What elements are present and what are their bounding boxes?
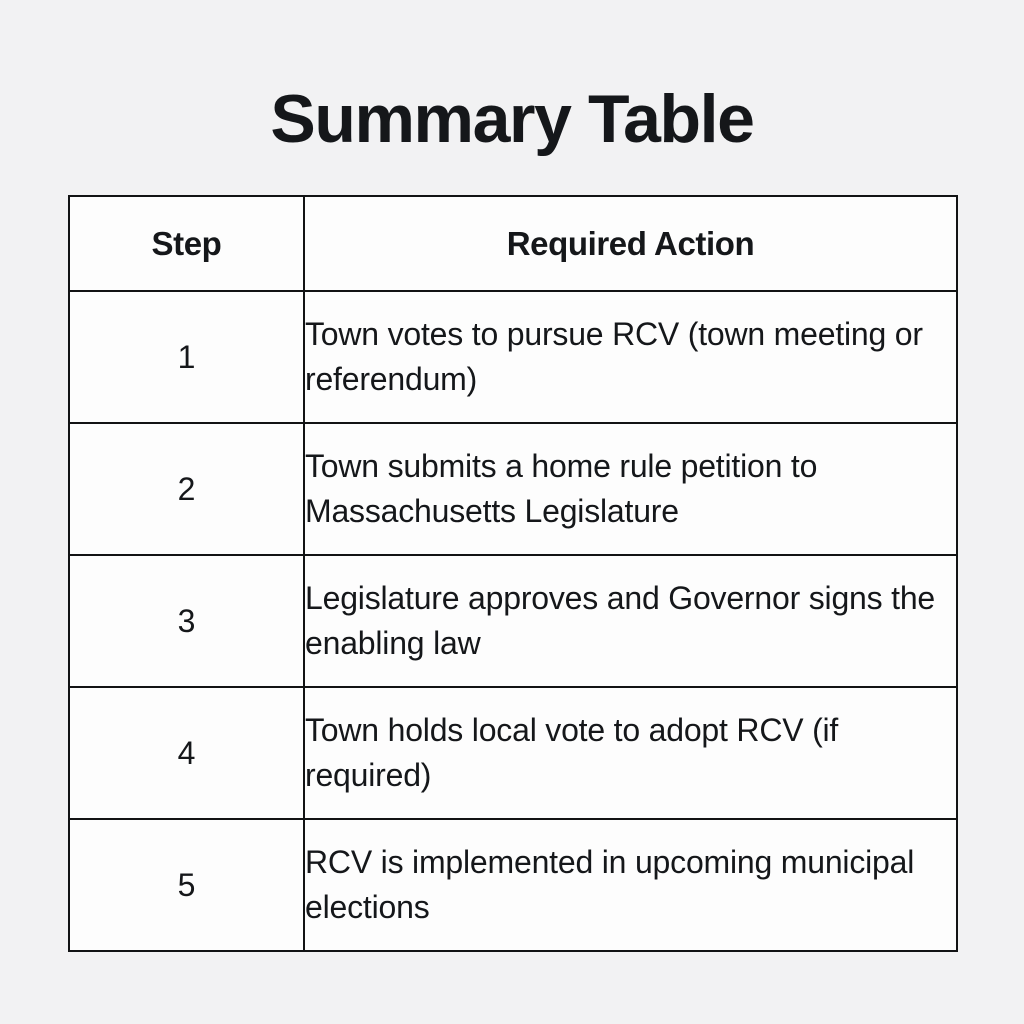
step-number: 1	[177, 339, 196, 375]
action-cell	[304, 687, 957, 819]
action-cell	[304, 291, 957, 423]
table-header	[69, 196, 957, 291]
column-header-step	[69, 196, 304, 291]
step-cell	[69, 291, 304, 423]
step-number: 2	[177, 471, 196, 507]
action-cell	[304, 819, 957, 951]
table-row	[69, 423, 957, 555]
step-cell	[69, 555, 304, 687]
step-cell	[69, 819, 304, 951]
step-cell	[69, 687, 304, 819]
action-text: RCV is implemented in upcoming municipal elections	[305, 844, 915, 925]
column-header-step-label: Step	[151, 224, 222, 262]
table-header-row	[69, 196, 957, 291]
step-number: 4	[177, 735, 196, 771]
column-header-action-label: Required Action	[506, 224, 755, 262]
table-body	[69, 291, 957, 951]
table-row	[69, 687, 957, 819]
step-cell	[69, 423, 304, 555]
table-row	[69, 291, 957, 423]
table-row	[69, 555, 957, 687]
action-text: Legislature approves and Governor signs the enabling law	[305, 580, 936, 661]
step-number: 5	[177, 867, 196, 903]
table-row	[69, 819, 957, 951]
summary-table	[68, 195, 958, 952]
action-cell	[304, 423, 957, 555]
action-text: Town submits a home rule petition to Massachusetts Legislature	[305, 448, 818, 529]
action-cell	[304, 555, 957, 687]
page-title: Summary Table	[270, 81, 754, 157]
step-number: 3	[177, 603, 196, 639]
action-text: Town holds local vote to adopt RCV (if required)	[305, 712, 839, 793]
action-text: Town votes to pursue RCV (town meeting or referendum)	[305, 316, 923, 397]
column-header-action	[304, 196, 957, 291]
